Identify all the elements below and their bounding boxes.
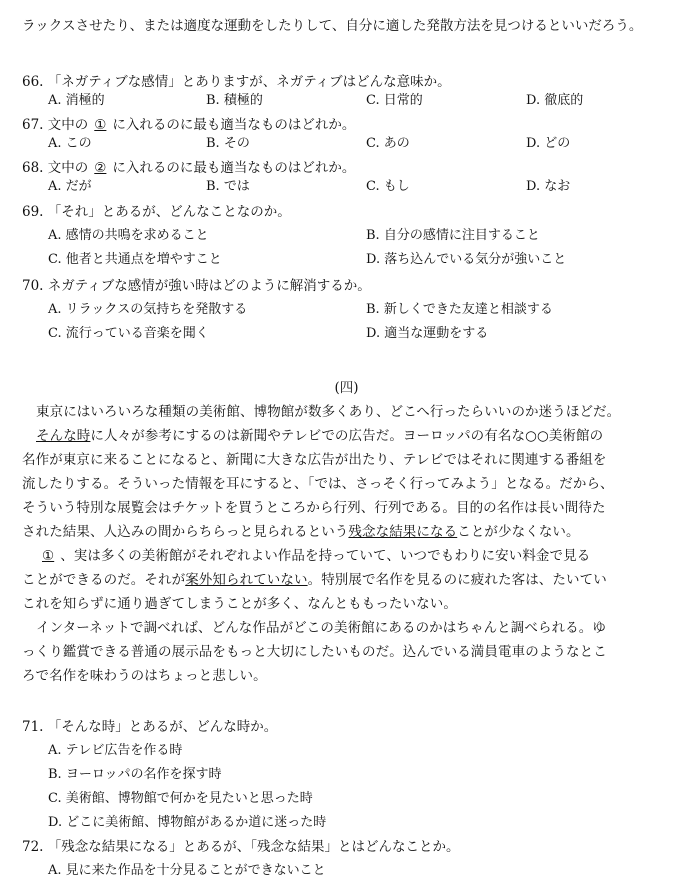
- passage-text: ことが少なくない。: [457, 524, 580, 540]
- question-text: 「そんな時」とあるが、どんな時か。: [47, 719, 278, 735]
- passage-line-4: 流したりする。そういった情報を耳にすると、「では、さっそく行ってみよう」となる。だから、: [22, 476, 614, 492]
- option-a[interactable]: A. 感情の共鳴を求めること: [48, 228, 209, 243]
- question-number: 66.: [22, 74, 44, 90]
- question-text-pre: 文中の: [47, 117, 89, 133]
- underline-zannen: 残念な結果になる: [348, 524, 458, 540]
- passage-text: に人々が参考にするのは新聞やテレビでの広告だ。ヨーロッパの有名な○○美術館の: [90, 428, 604, 444]
- options-68: [48, 177, 668, 197]
- question-71: [22, 717, 277, 737]
- passage-line-3: 名作が東京に来ることになると、新聞に大きな広告が出たり、テレビではそれに関連する番組を: [22, 452, 607, 468]
- option-c[interactable]: C. 美術館、博物館で何かを見たいと思った時: [48, 791, 313, 806]
- option-b[interactable]: B. その: [206, 136, 250, 151]
- option-a[interactable]: A. だが: [48, 179, 92, 194]
- passage-text: 。特別展で名作を見るのに疲れた客は、たいてい: [307, 572, 607, 588]
- option-d[interactable]: D. なお: [526, 179, 571, 194]
- option-b[interactable]: B. 積極的: [206, 93, 263, 108]
- passage-line-7: [36, 546, 686, 566]
- option-d[interactable]: D. 徹底的: [526, 93, 584, 108]
- option-d[interactable]: D. どの: [526, 136, 571, 151]
- option-b[interactable]: B. ヨーロッパの名作を探す時: [48, 767, 222, 782]
- option-a[interactable]: A. 見に来た作品を十分見ることができないこと: [48, 863, 326, 878]
- question-number: 70.: [22, 278, 44, 294]
- prev-passage-last-line: ラックスさせたり、または適度な運動をしたりして、自分に適した発散方法を見つけるといいだろう。: [22, 18, 643, 34]
- question-68: [22, 158, 355, 178]
- passage-line-11: っくり鑑賞できる普通の展示品をもっと大切にしたいものだ。込んでいる満員電車のようなとこ: [22, 644, 607, 660]
- question-text: 「残念な結果になる」とあるが、「残念な結果」とはどんなことか。: [47, 839, 460, 855]
- passage-line-10: インターネットで調べれば、どんな作品がどこの美術館にあるのかはちゃんと調べられる。ゆ: [36, 620, 606, 636]
- section-title: (四): [334, 380, 359, 396]
- passage-line-9: これを知らずに通り過ぎてしまうことが多く、なんとももったいない。: [22, 596, 457, 612]
- underline-angai: 案外知られていない: [185, 572, 308, 588]
- option-c[interactable]: C. 流行っている音楽を聞く: [48, 326, 209, 341]
- options-70-row1: [48, 300, 668, 320]
- blank-2: ②: [94, 160, 107, 176]
- options-67: [48, 134, 668, 154]
- passage-text: された結果、人込みの間からちらっと見られるという: [22, 524, 349, 540]
- question-number: 68.: [22, 160, 44, 176]
- passage-text: 、実は多くの美術館がそれぞれよい作品を持っていて、いつでもわりに安い料金で見る: [60, 548, 591, 564]
- options-70-row2: [48, 324, 668, 344]
- blank-1: ①: [42, 548, 55, 564]
- option-a[interactable]: A. テレビ広告を作る時: [48, 743, 183, 758]
- question-number: 72.: [22, 839, 44, 855]
- option-a[interactable]: A. 消極的: [48, 93, 105, 108]
- option-c[interactable]: C. 日常的: [366, 93, 423, 108]
- option-a[interactable]: A. この: [48, 136, 92, 151]
- option-c[interactable]: C. 他者と共通点を増やすこと: [48, 252, 222, 267]
- passage-text: ことができるのだ。それが: [22, 572, 186, 588]
- passage-line-2: [36, 426, 686, 446]
- question-text-post: に入れるのに最も適当なものはどれか。: [112, 117, 356, 133]
- question-text: 「ネガティブな感情」とありますが、ネガティブはどんな意味か。: [47, 74, 451, 90]
- question-text-post: に入れるのに最も適当なものはどれか。: [112, 160, 356, 176]
- question-70: [22, 276, 371, 296]
- blank-1: ①: [94, 117, 107, 133]
- option-d[interactable]: D. 適当な運動をする: [366, 326, 489, 341]
- option-b[interactable]: B. 新しくできた友達と相談する: [366, 302, 553, 317]
- question-text-pre: 文中の: [47, 160, 89, 176]
- passage-line-6: [22, 522, 672, 542]
- question-number: 67.: [22, 117, 44, 133]
- question-67: [22, 115, 355, 135]
- option-b[interactable]: B. では: [206, 179, 250, 194]
- passage-line-1: 東京にはいろいろな種類の美術館、博物館が数多くあり、どこへ行ったらいいのか迷うほどだ。: [36, 404, 621, 420]
- question-69: [22, 202, 291, 222]
- passage-line-5: そういう特別な展覧会はチケットを買うところから行列、行列である。目的の名作は長い間待た: [22, 500, 606, 516]
- question-number: 69.: [22, 204, 44, 220]
- option-b[interactable]: B. 自分の感情に注目すること: [366, 228, 540, 243]
- option-a[interactable]: A. リラックスの気持ちを発散する: [48, 302, 248, 317]
- question-text: ネガティブな感情が強い時はどのように解消するか。: [47, 278, 371, 294]
- passage-line-12: ろで名作を味わうのはちょっと悲しい。: [22, 668, 267, 684]
- question-72: [22, 837, 460, 857]
- options-66: [48, 91, 668, 111]
- question-text: 「それ」とあるが、どんなことなのか。: [47, 204, 291, 220]
- option-c[interactable]: C. もし: [366, 179, 410, 194]
- option-d[interactable]: D. どこに美術館、博物館があるか道に迷った時: [48, 815, 327, 830]
- question-66: [22, 72, 451, 92]
- question-number: 71.: [22, 719, 44, 735]
- underline-sonna-toki: そんな時: [36, 428, 91, 444]
- option-c[interactable]: C. あの: [366, 136, 410, 151]
- options-69-row1: [48, 226, 668, 246]
- passage-line-8: [22, 570, 672, 590]
- option-d[interactable]: D. 落ち込んでいる気分が強いこと: [366, 252, 567, 267]
- options-69-row2: [48, 250, 668, 270]
